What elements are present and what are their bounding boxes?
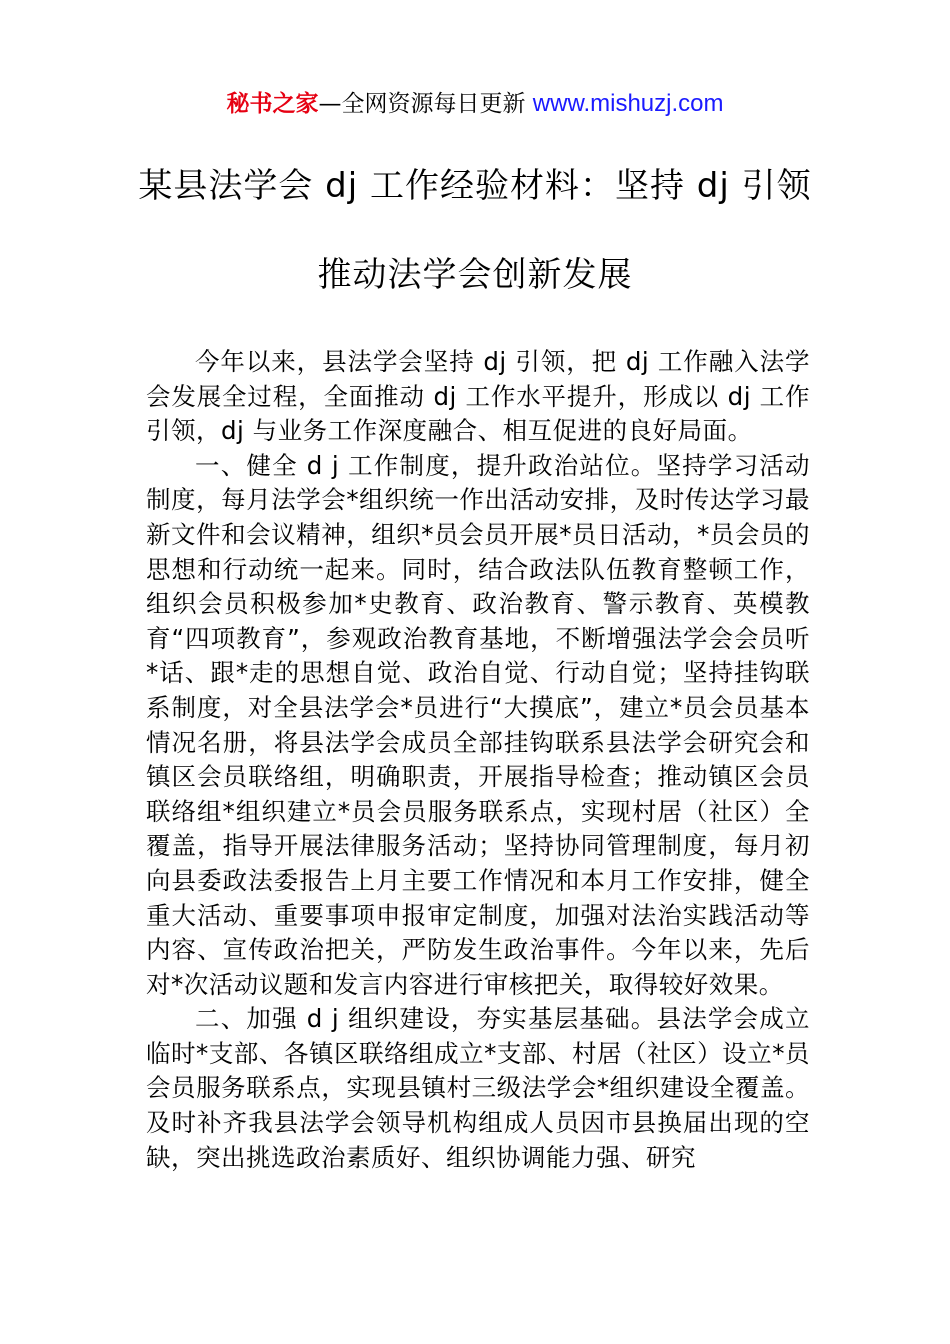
title-line-1: 某县法学会 dj 工作经验材料：坚持 dj 引领 bbox=[138, 166, 812, 206]
paragraph-section-1: 一、健全 d j 工作制度，提升政治站位。坚持学习活动制度，每月法学会*组织统一作出活动安排，及时传达学习最新文件和会议精神，组织*员会员开展*员日活动，*员会员的思想和行动统一起来。同时，结合政法队伍教育整顿工作，组织会员积极参加*史教育、政治教育、警示教育、英模教育“四项教育”，参观政治教育基地，不断增强法学会会员听*话、跟*走的思想自觉、政治自觉、行动自觉；坚持挂钩联系制度，对全县法学会*员进行“大摸底”，建立*员会员基本情况名册，将县法学会成员全部挂钩联系县法学会研究会和镇区会员联络组，明确职责，开展指导检查；推动镇区会员联络组*组织建立*员会员服务联系点，实现村居（社区）全覆盖，指导开展法律服务活动；坚持协同管理制度，每月初向县委政法委报告上月主要工作情况和本月工作安排，健全重大活动、重要事项申报审定制度，加强对法治实践活动等内容、宣传政治把关，严防发生政治事件。今年以来，先后对*次活动议题和发言内容进行审核把关，取得较好效果。 bbox=[146, 450, 810, 999]
site-header bbox=[0, 86, 950, 122]
title-line-2: 推动法学会创新发展 bbox=[317, 255, 633, 295]
site-brand: 秘书之家 bbox=[226, 91, 319, 117]
paragraph-section-2: 二、加强 d j 组织建设，夯实基层基础。县法学会成立临时*支部、各镇区联络组成立*支部、村居（社区）设立*员会员服务联系点，实现县镇村三级法学会*组织建设全覆盖。及时补齐我县法学会领导机构组成人员因市县换届出现的空缺，突出挑选政治素质好、组织协调能力强、研究 bbox=[146, 1004, 810, 1172]
site-url-link[interactable]: www.mishuzj.com bbox=[532, 90, 724, 117]
site-tagline: —全网资源每日更新 bbox=[318, 91, 533, 117]
document-body bbox=[146, 345, 810, 1175]
paragraph-intro: 今年以来，县法学会坚持 dj 引领，把 dj 工作融入法学会发展全过程，全面推动 dj 工作水平提升，形成以 dj 工作引领，dj 与业务工作深度融合、相互促进的良好局面。 bbox=[146, 347, 810, 446]
document-title bbox=[100, 160, 850, 301]
